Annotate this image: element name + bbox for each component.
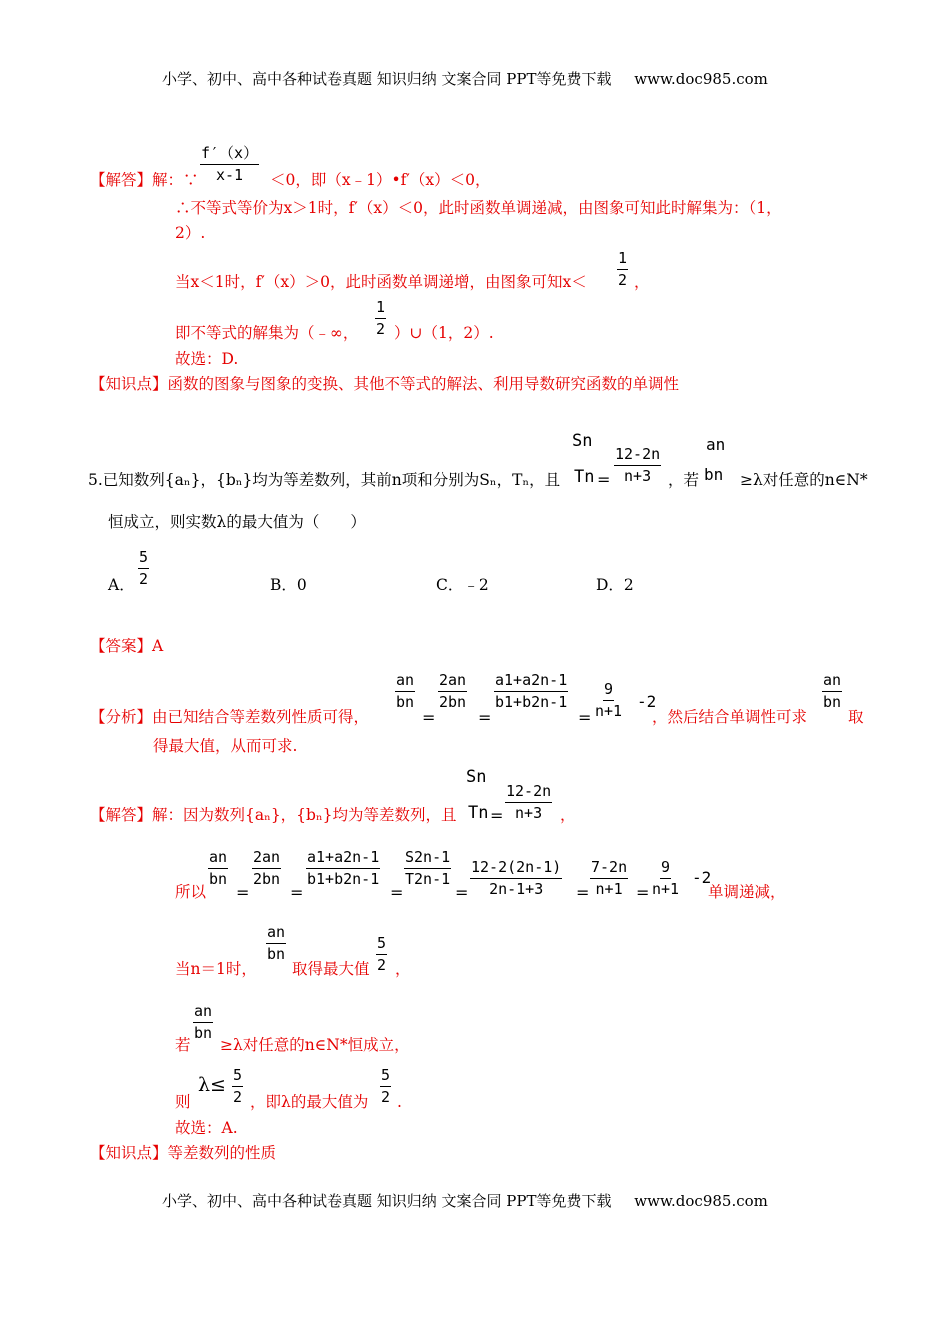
fraction-an-over-bn-5: $\frac{an}{bn}$	[194, 1002, 213, 1042]
fraction-2an-over-2bn: $\frac{2an}{2bn}$	[439, 671, 467, 711]
solution-line2-prefix: 所以	[175, 883, 207, 901]
math-an: an	[706, 435, 726, 454]
fraction-9-over-n+1: $\frac{9}{n+1}$	[595, 680, 623, 720]
q5-stem-part3: ≥λ对任意的n∈N*	[740, 471, 868, 489]
eq-sign: =	[455, 883, 469, 902]
math-bn: bn	[704, 465, 724, 484]
solution-line1: 【解答】解：因为数列{aₙ}，{bₙ}均为等差数列，且	[90, 806, 457, 824]
minus-two: -2	[637, 692, 657, 711]
fraction-a1-a2n-over-b1-b2n-2: $\frac{a1+a2n-1}{b1+b2n-1}$	[307, 848, 380, 888]
eq-sign: =	[236, 883, 250, 902]
fraction-five-halves-option: $\frac{5}{2}$	[139, 548, 149, 588]
solution-line4-prefix: 若	[175, 1036, 191, 1054]
solution-line3-prefix: 当n＝1时，	[175, 960, 257, 978]
prev-solution-line3: 2）.	[175, 224, 206, 242]
analysis-line1-b: ，然后结合单调性可求	[652, 708, 808, 726]
solution-line3-end: ，	[395, 960, 411, 978]
fraction-12-2(2n-1)-over-2n-1+3: $\frac{12-2(2n-1)}{2n-1+3}$	[471, 858, 562, 898]
fraction-2an-over-2bn-2: $\frac{2an}{2bn}$	[253, 848, 281, 888]
answer-line: 【答案】A	[90, 637, 164, 655]
option-D[interactable]: D．2	[596, 576, 634, 594]
fraction-five-halves-3: $\frac{5}{2}$	[381, 1066, 391, 1106]
prev-solution-line4-end: ，	[634, 273, 650, 291]
page-footer	[162, 1194, 768, 1209]
math-Sn: Sn	[572, 431, 593, 451]
fraction-a1-a2n-over-b1-b2n: $\frac{a1+a2n-1}{b1+b2n-1}$	[495, 671, 568, 711]
prev-solution-line2: ∴不等式等价为x＞1时，f′（x）＜0，此时函数单调递减，由图象可知此时解集为：（1，	[175, 199, 782, 217]
fraction-one-half: $\frac{1}{2}$	[618, 249, 628, 289]
solution-line5-end: .	[397, 1093, 402, 1111]
solution-answer: 故选：A.	[175, 1119, 238, 1137]
lambda-le: λ≤	[198, 1074, 226, 1096]
fraction-fprime-over-x-minus-1: $\frac{f'(x)}{x-1}$	[201, 144, 259, 184]
fraction-S2n-over-T2n: $\frac{S2n-1}{T2n-1}$	[405, 848, 451, 888]
solution-line5-prefix: 则	[175, 1093, 191, 1111]
fraction-one-half-2: $\frac{1}{2}$	[376, 298, 386, 338]
fraction-7-2n-over-n+1: $\frac{7-2n}{n+1}$	[591, 858, 628, 898]
eq-sign: =	[490, 806, 504, 825]
fraction-an-over-bn-4: $\frac{an}{bn}$	[267, 923, 286, 963]
prev-solution-answer: 故选：D.	[175, 350, 239, 368]
fraction-five-halves-2: $\frac{5}{2}$	[233, 1066, 243, 1106]
footer-text: 小学、初中、高中各种试卷真题 知识归纳 文案合同 PPT等免费下载	[162, 1192, 612, 1210]
analysis-line1: 【分析】由已知结合等差数列性质可得，	[90, 708, 370, 726]
fraction-five-halves: $\frac{5}{2}$	[377, 934, 387, 974]
prev-solution-line1: 【解答】解：∵	[90, 171, 199, 189]
q5-stem-part4: 恒成立，则实数λ的最大值为（ ）	[108, 513, 366, 531]
analysis-line2: 得最大值，从而可求.	[153, 737, 298, 755]
analysis-line1-c: 取	[848, 708, 864, 726]
solution-line5-mid: ，即λ的最大值为	[250, 1093, 369, 1111]
eq-sign: =	[478, 708, 492, 727]
option-B[interactable]: B．0	[270, 576, 307, 594]
prev-solution-line1-b: ＜0，即（x﹣1）•f′（x）＜0，	[270, 171, 491, 189]
minus-two-2: -2	[692, 868, 712, 887]
header-url[interactable]: www.doc985.com	[634, 70, 768, 88]
eq-sign: =	[422, 708, 436, 727]
math-Sn-2: Sn	[466, 767, 487, 787]
fraction-an-over-bn-3: $\frac{an}{bn}$	[209, 848, 228, 888]
option-C[interactable]: C．﹣2	[436, 576, 489, 594]
solution-line1-end: ，	[560, 806, 576, 824]
q5-stem-part1: 5.已知数列{aₙ}，{bₙ}均为等差数列，其前n项和分别为Sₙ，Tₙ，且	[88, 471, 561, 489]
fraction-an-over-bn: $\frac{an}{bn}$	[396, 671, 415, 711]
prev-knowledge-point: 【知识点】函数的图象与图象的变换、其他不等式的解法、利用导数研究函数的单调性	[90, 375, 680, 393]
option-A[interactable]: A．	[108, 576, 135, 594]
fraction-9-over-n+1-2: $\frac{9}{n+1}$	[652, 858, 680, 898]
solution-line2-suffix: 单调递减，	[708, 883, 786, 901]
header-text: 小学、初中、高中各种试卷真题 知识归纳 文案合同 PPT等免费下载	[162, 70, 612, 88]
fraction-an-over-bn-2: $\frac{an}{bn}$	[823, 671, 842, 711]
fraction-12-2n-over-n+3: $\frac{12-2n}{n+3}$	[615, 445, 661, 485]
eq-sign: =	[578, 708, 592, 727]
math-eq: =	[597, 470, 611, 489]
eq-sign: =	[290, 883, 304, 902]
solution-line4-suffix: ≥λ对任意的n∈N*恒成立，	[220, 1036, 410, 1054]
eq-sign: =	[576, 883, 590, 902]
eq-sign: =	[636, 883, 650, 902]
solution-knowledge-point: 【知识点】等差数列的性质	[90, 1144, 277, 1162]
solution-line3-mid: 取得最大值	[292, 960, 370, 978]
fraction-12-2n-over-n+3-2: $\frac{12-2n}{n+3}$	[506, 782, 552, 822]
math-Tn-2: Tn	[468, 803, 489, 823]
footer-url[interactable]: www.doc985.com	[634, 1192, 768, 1210]
prev-solution-line5-end: ）∪（1，2）.	[394, 324, 494, 342]
prev-solution-line4: 当x＜1时，f′（x）＞0，此时函数单调递增，由图象可知x＜	[175, 273, 587, 291]
q5-stem-part2: ，若	[668, 471, 700, 489]
prev-solution-line5: 即不等式的解集为（﹣∞，	[175, 324, 359, 342]
eq-sign: =	[390, 883, 404, 902]
page-header	[162, 72, 768, 87]
math-Tn: Tn	[574, 467, 595, 487]
